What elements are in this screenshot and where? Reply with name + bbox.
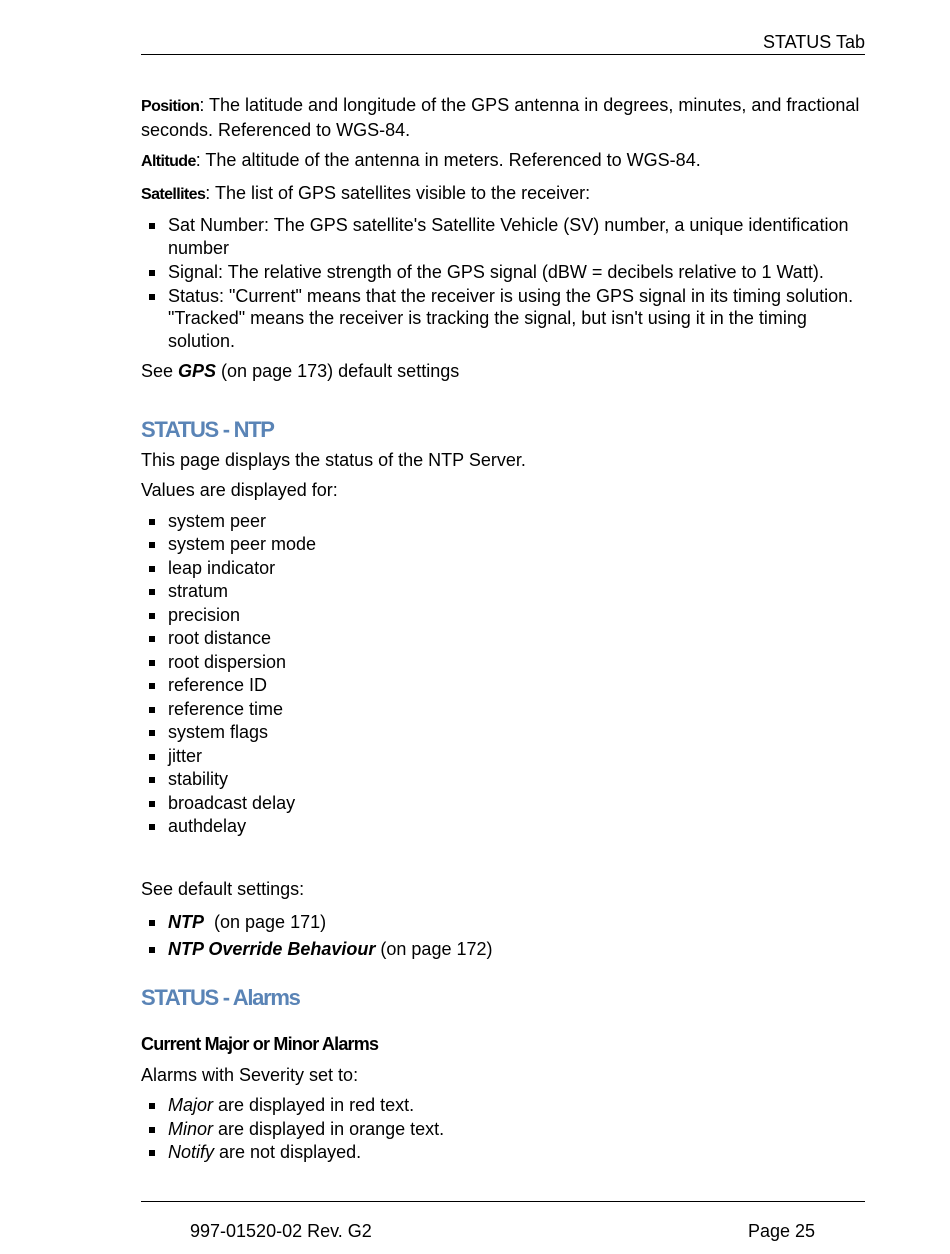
alarms-section-heading: STATUS - Alarms — [141, 985, 300, 1010]
ntp-section-heading: STATUS - NTP — [141, 416, 274, 442]
ntp-override-link[interactable]: NTP Override Behaviour — [168, 938, 376, 959]
page-header — [141, 29, 865, 55]
list-item: NTP Override Behaviour (on page 172) — [141, 938, 871, 961]
list-item: Minor are displayed in orange text. — [141, 1118, 871, 1141]
alarms-list — [141, 1094, 871, 1164]
list-item: Notify are not displayed. — [141, 1141, 871, 1164]
list-item: system peer mode — [141, 533, 871, 556]
position-paragraph — [141, 94, 871, 141]
altitude-text: : The altitude of the antenna in meters. Referenced to WGS-84. — [195, 150, 701, 170]
altitude-paragraph — [141, 149, 871, 174]
list-item: stability — [141, 768, 871, 791]
satellites-paragraph — [141, 182, 871, 207]
page-content — [141, 94, 871, 1172]
list-item: system flags — [141, 721, 871, 744]
ntp-values-intro: Values are displayed for: — [141, 480, 338, 500]
list-item: root dispersion — [141, 651, 871, 674]
list-item: broadcast delay — [141, 792, 871, 815]
footer-divider — [141, 1201, 865, 1202]
list-item: authdelay — [141, 815, 871, 838]
footer-page-number: Page 25 — [748, 1221, 816, 1241]
list-item: leap indicator — [141, 557, 871, 580]
list-item: root distance — [141, 627, 871, 650]
header-title: STATUS Tab — [762, 32, 865, 52]
list-item: reference ID — [141, 674, 871, 697]
ntp-values-list — [141, 510, 871, 838]
list-item: system peer — [141, 510, 871, 533]
position-text: : The latitude and longitude of the GPS antenna in degrees, minutes, and fractional seconds. Referenced to WGS-84. — [141, 95, 860, 140]
satellites-term: Satellites — [141, 185, 206, 203]
list-item: NTP (on page 171) — [141, 911, 871, 934]
list-item: Sat Number: The GPS satellite's Satellite Vehicle (SV) number, a unique identification number — [141, 214, 871, 259]
list-item: Signal: The relative strength of the GPS signal (dBW = decibels relative to 1 Watt). — [141, 261, 871, 284]
list-item: jitter — [141, 745, 871, 768]
alarms-intro: Alarms with Severity set to: — [141, 1064, 359, 1085]
ntp-intro: This page displays the status of the NTP Server. — [141, 449, 526, 470]
altitude-term: Altitude — [141, 153, 196, 170]
list-item: reference time — [141, 698, 871, 721]
list-item: stratum — [141, 580, 871, 603]
satellites-text: : The list of GPS satellites visible to the receiver: — [205, 182, 591, 203]
gps-see-also: See GPS (on page 173) default settings — [141, 361, 460, 381]
ntp-link[interactable]: NTP — [168, 912, 204, 932]
footer-doc-number: 997-01520-02 Rev. G2 — [190, 1221, 372, 1241]
list-item: Major are displayed in red text. — [141, 1094, 871, 1117]
ntp-defaults-list — [141, 911, 871, 960]
position-term: Position — [141, 98, 200, 115]
list-item: Status: "Current" means that the receiver is using the GPS signal in its timing solution. "Tracked" means the receiver is tracking the signal, but isn't using it in the timing solution. — [141, 285, 871, 353]
gps-link[interactable]: GPS — [178, 361, 217, 381]
alarms-subheading: Current Major or Minor Alarms — [141, 1034, 379, 1054]
satellite-list — [141, 214, 871, 352]
list-item: precision — [141, 604, 871, 627]
ntp-defaults-intro: See default settings: — [141, 878, 305, 899]
